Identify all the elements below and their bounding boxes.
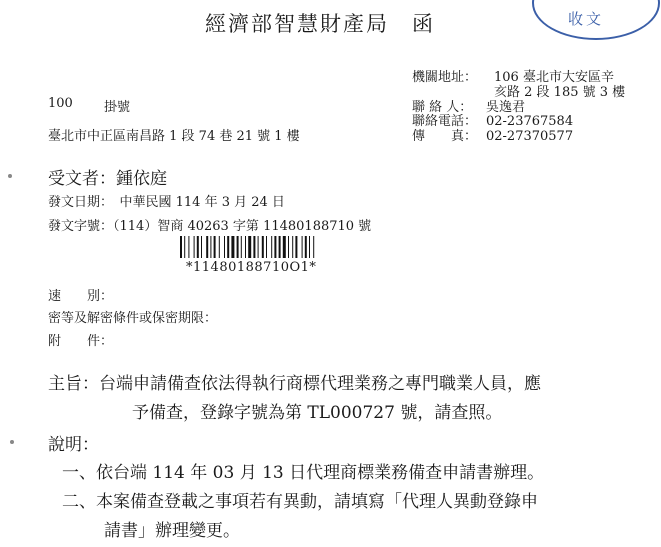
- agency-address-line2: 亥路 2 段 185 號 3 樓: [494, 85, 626, 100]
- registered-mail-label: 掛號: [104, 100, 131, 115]
- speed-label: 速 別：: [48, 289, 114, 304]
- attachment-label: 附 件：: [48, 334, 114, 349]
- barcode-text: *11480188710O1*: [186, 260, 317, 275]
- contact-phone-label: 聯絡電話：: [412, 114, 478, 129]
- agency-address-label: 機關地址：: [412, 70, 478, 85]
- contact-person-value: 吳逸君: [486, 100, 526, 115]
- subject-line-2: 予備查，登錄字號為第 TL000727 號，請查照。: [132, 403, 503, 423]
- subject-line-1: 主旨：台端申請備查依法得執行商標代理業務之專門職業人員，應: [48, 374, 541, 394]
- explanation-item-1: 一、依台端 114 年 03 月 13 日代理商標業務備查申請書辦理。: [62, 463, 545, 483]
- contact-fax-label: 傳 真：: [412, 129, 478, 144]
- punch-mark: [10, 440, 14, 444]
- contact-fax-value: 02-27370577: [486, 129, 574, 144]
- secrecy-label: 密等及解密條件或保密期限：: [48, 311, 218, 326]
- explanation-label: 說明：: [48, 435, 99, 455]
- recipient: 受文者：鍾依庭: [48, 169, 167, 189]
- issue-date: 發文日期： 中華民國 114 年 3 月 24 日: [48, 195, 285, 210]
- agency-address-line1: 106 臺北市大安區辛: [494, 70, 614, 85]
- contact-phone-value: 02-23767584: [486, 114, 574, 129]
- zip-code: 100: [48, 96, 73, 111]
- document-title: 經濟部智慧財產局 函: [205, 12, 435, 36]
- contact-person-label: 聯 絡 人：: [412, 100, 473, 115]
- punch-mark: [8, 174, 12, 178]
- issue-number: 發文字號：（114）智商 40263 字第 11480188710 號: [48, 219, 372, 234]
- barcode: [180, 236, 338, 258]
- explanation-item-2-line-2: 請書」辦理變更。: [104, 521, 240, 541]
- received-stamp-text: 收文: [568, 10, 605, 28]
- contact-fax-row: [412, 125, 573, 144]
- explanation-item-2-line-1: 二、本案備查登載之事項若有異動，請填寫「代理人異動登錄申: [62, 492, 538, 512]
- recipient-address: 臺北市中正區南昌路 1 段 74 巷 21 號 1 樓: [48, 129, 300, 144]
